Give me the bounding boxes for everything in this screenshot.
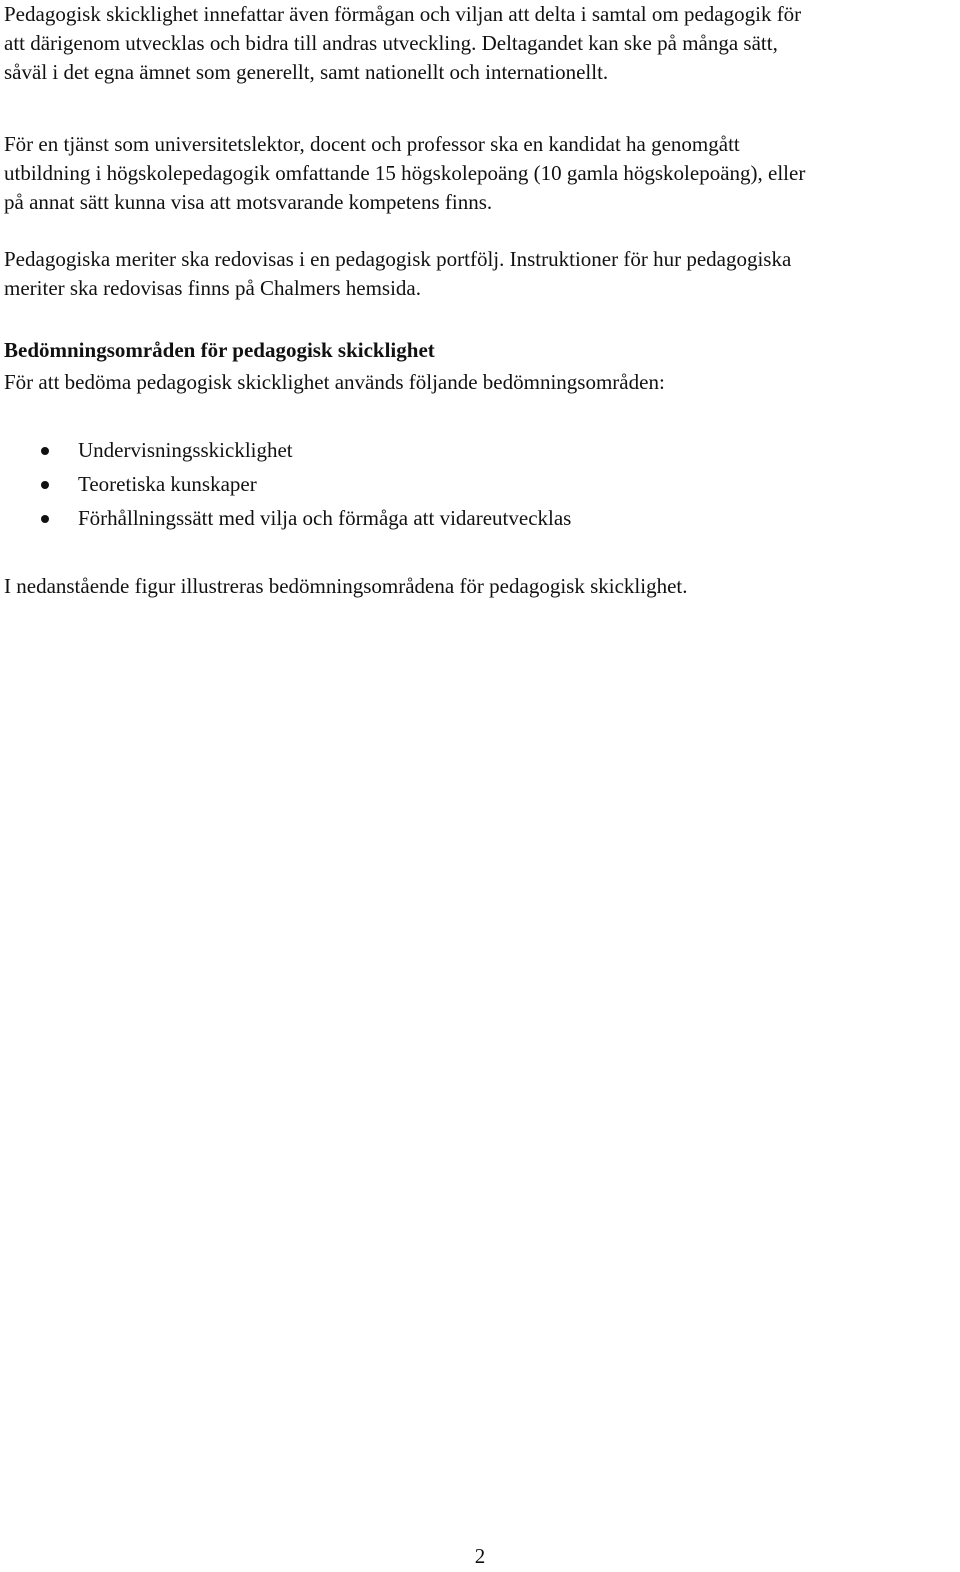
closing-text: I nedanstående figur illustreras bedömningsområdena för pedagogisk skicklighet. <box>4 574 688 598</box>
paragraph-position-requirements <box>4 130 956 217</box>
paragraph-line: att därigenom utvecklas och bidra till andras utveckling. Deltagandet kan ske på många sätt, <box>4 31 778 55</box>
list-item <box>0 436 960 470</box>
assessment-areas-list <box>0 436 960 538</box>
paragraph-line: på annat sätt kunna visa att motsvarande kompetens finns. <box>4 190 493 214</box>
intro-line <box>4 368 956 397</box>
section-heading: Bedömningsområden för pedagogisk skicklighet <box>4 338 435 362</box>
page-number: 2 <box>474 1544 486 1568</box>
paragraph-line: Pedagogisk skicklighet innefattar även förmågan och viljan att delta i samtal om pedagogik för <box>4 2 802 26</box>
paragraph-line: meriter ska redovisas finns på Chalmers hemsida. <box>4 276 421 300</box>
bullet-icon <box>41 447 49 455</box>
paragraph-line: Pedagogiska meriter ska redovisas i en pedagogisk portfölj. Instruktioner för hur pedagogiska <box>4 247 792 271</box>
list-item-text: Förhållningssätt med vilja och förmåga att vidareutvecklas <box>78 506 572 530</box>
intro-text: För att bedöma pedagogisk skicklighet används följande bedömningsområden: <box>4 370 665 394</box>
paragraph-line: såväl i det egna ämnet som generellt, samt nationellt och internationellt. <box>4 60 609 84</box>
list-item <box>0 504 960 538</box>
paragraph-line: utbildning i högskolepedagogik omfattande 15 högskolepoäng (10 gamla högskolepoäng), eller <box>4 161 806 185</box>
list-item <box>0 470 960 504</box>
paragraph-line: För en tjänst som universitetslektor, docent och professor ska en kandidat ha genomgått <box>4 132 740 156</box>
paragraph-portfolio <box>4 245 956 303</box>
bullet-icon <box>41 515 49 523</box>
list-item-text: Teoretiska kunskaper <box>78 472 257 496</box>
paragraph-pedagogical-skill <box>4 0 956 87</box>
bullet-icon <box>41 481 49 489</box>
closing-line <box>4 572 956 601</box>
list-item-text: Undervisningsskicklighet <box>78 438 293 462</box>
